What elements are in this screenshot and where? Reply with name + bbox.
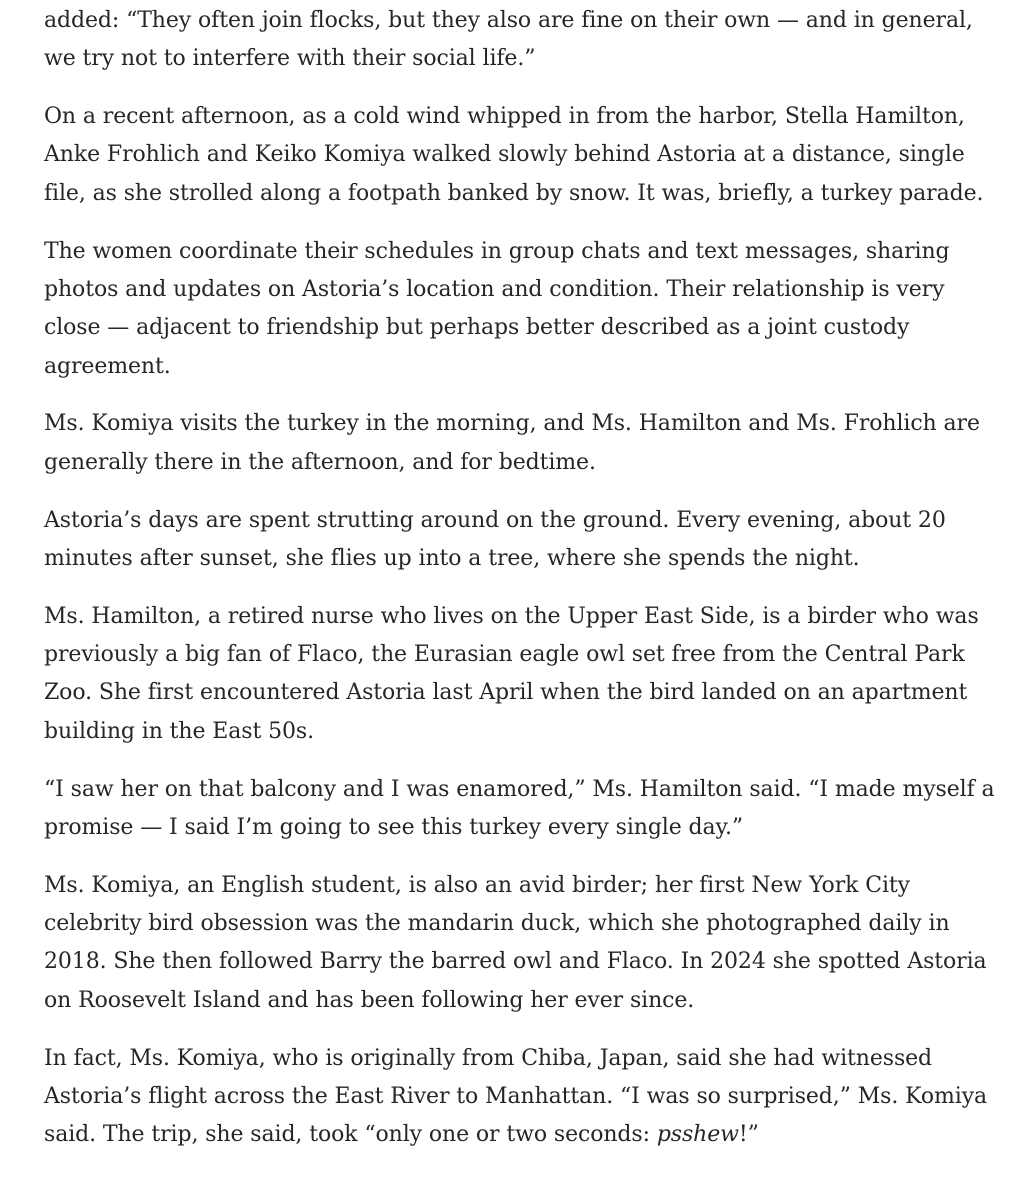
article-body — [44, 2, 1004, 1174]
paragraph-hamilton-background: Ms. Hamilton, a retired nurse who lives on the Upper East Side, is a birder who was previously a big fan of Flaco, the Eurasian eagle owl set free from the Central Park Zoo. She first encountered Astoria last April when the bird landed on an apartment building in the East 50s. — [44, 603, 979, 744]
paragraph-daily-routine: Astoria’s days are spent strutting around on the ground. Every evening, about 20 minutes after sunset, she flies up into a tree, where she spends the night. — [44, 507, 946, 571]
paragraph-visit-schedule: Ms. Komiya visits the turkey in the morning, and Ms. Hamilton and Ms. Frohlich are generally there in the afternoon, and for bedtime. — [44, 411, 980, 475]
paragraph-river-flight-text: In fact, Ms. Komiya, who is originally from Chiba, Japan, said she had witnessed Astoria’s flight across the East River to Manhattan. “I was so surprised,” Ms. Komiya said. The trip, she said, took “only one or two seconds: — [44, 1045, 988, 1148]
paragraph-komiya-background: Ms. Komiya, an English student, is also an avid birder; her first New York City celebrity bird obsession was the mandarin duck, which she photographed daily in 2018. She then followed Barry the barred owl and Flaco. In 2024 she spotted Astoria on Roosevelt Island and has been following her ever since. — [44, 872, 987, 1013]
paragraph-social-life: added: “They often join flocks, but they also are fine on their own — and in general, we try not to interfere with their social life.” — [44, 8, 973, 72]
psshew-emphasis: psshew — [656, 1122, 739, 1148]
paragraph-turkey-parade: On a recent afternoon, as a cold wind whipped in from the harbor, Stella Hamilton, Anke Frohlich and Keiko Komiya walked slowly behind Astoria at a distance, single file, as she strolled along a footpath banked by snow. It was, briefly, a turkey parade. — [44, 104, 984, 206]
paragraph-river-flight-closing: !” — [738, 1122, 759, 1148]
paragraph-joint-custody: The women coordinate their schedules in group chats and text messages, sharing photos and updates on Astoria’s location and condition. Their relationship is very close — adjacent to friendship but perhaps better described as a joint custody agreement. — [44, 238, 950, 379]
paragraph-hamilton-quote: “I saw her on that balcony and I was enamored,” Ms. Hamilton said. “I made myself a promise — I said I’m going to see this turkey every single day.” — [44, 776, 995, 840]
paragraph-river-flight — [44, 1040, 1004, 1155]
